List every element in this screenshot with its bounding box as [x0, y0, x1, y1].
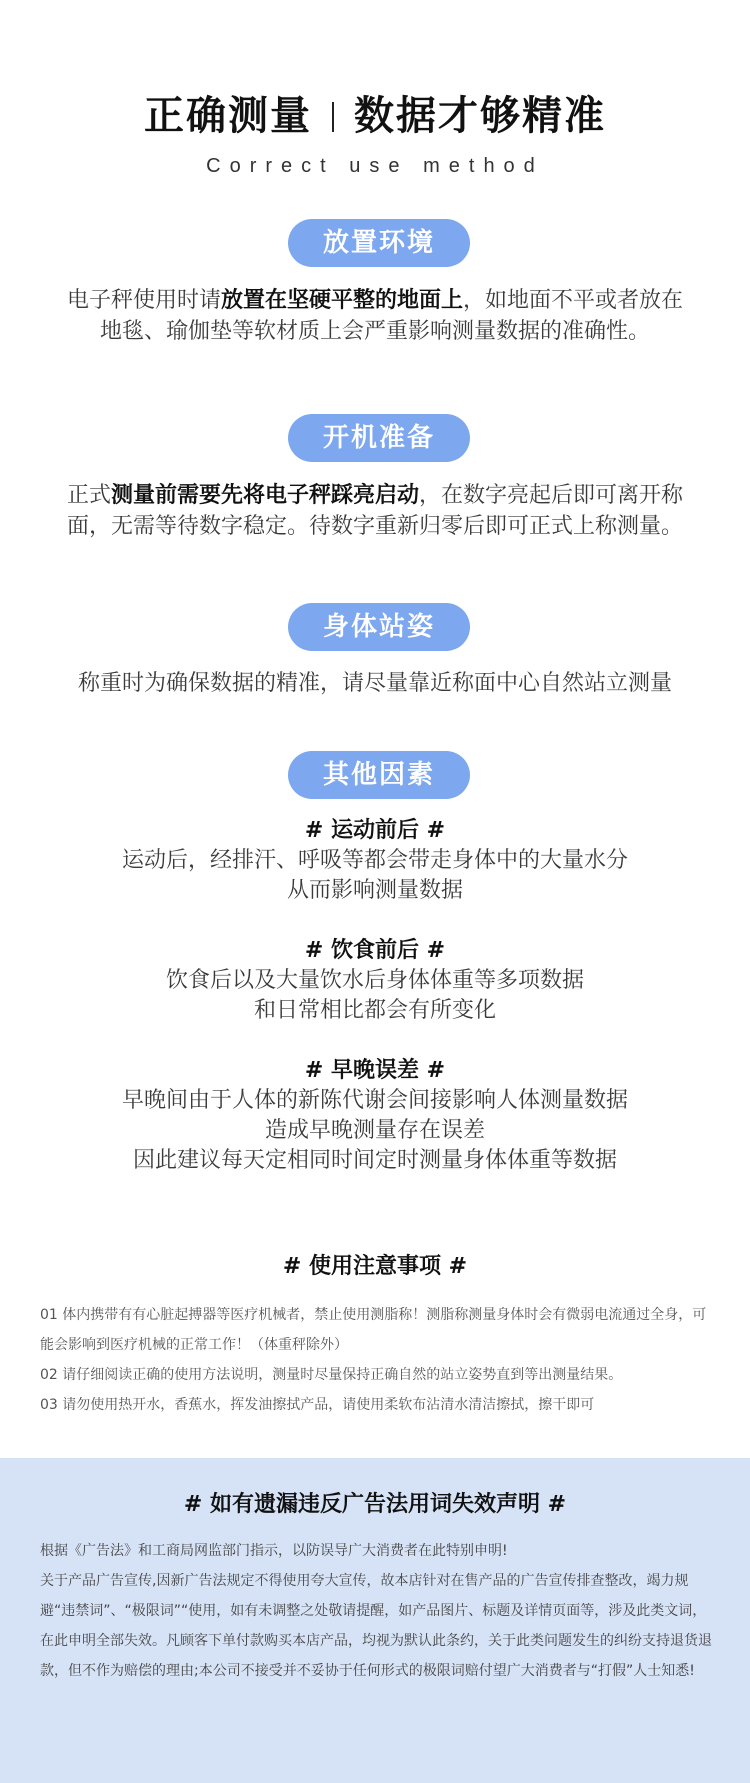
- factor-line: 早晚间由于人体的新陈代谢会间接影响人体测量数据: [121, 1088, 628, 1113]
- factor-morning-evening: [40, 1056, 710, 1176]
- notes-list: [40, 1300, 712, 1420]
- text-line: 面，无需等待数字稳定。待数字重新归零后即可正式上称测量。: [66, 514, 683, 539]
- note-item: 03 请勿使用热开水，香蕉水，挥发油擦拭产品，请使用柔软布沾清水清洁擦拭，擦干即可: [40, 1397, 595, 1413]
- section-text-placement: [40, 285, 710, 347]
- factor-diet: [40, 936, 710, 1026]
- text-line: 正式测量前需要先将电子秤踩亮启动，在数字亮起后即可离开称: [66, 483, 684, 508]
- note-item: 02 请仔细阅读正确的使用方法说明，测量时尽量保持正确自然的站立姿势直到等出测量结果。: [40, 1367, 623, 1383]
- text-line: 称重时为确保数据的精准，请尽量靠近称面中心自然站立测量: [77, 671, 672, 696]
- section-pill-startup: 开机准备: [288, 414, 470, 462]
- factor-heading: # 运动前后 #: [304, 818, 446, 843]
- disclaimer-body: [40, 1536, 720, 1686]
- section-text-startup: [40, 480, 710, 542]
- factor-heading: # 早晚误差 #: [304, 1058, 446, 1083]
- factor-line: 从而影响测量数据: [286, 878, 463, 903]
- section-pill-other-factors: 其他因素: [288, 751, 470, 799]
- factor-line: 和日常相比都会有所变化: [253, 998, 496, 1023]
- factor-line: 造成早晚测量存在误差: [264, 1118, 485, 1143]
- title-left: 正确测量: [144, 93, 312, 139]
- factor-exercise: [40, 816, 710, 906]
- section-pill-posture: 身体站姿: [288, 603, 470, 651]
- text-line: 地毯、瑜伽垫等软材质上会严重影响测量数据的准确性。: [99, 319, 650, 344]
- factor-heading: # 饮食前后 #: [304, 938, 446, 963]
- page-subtitle: Correct use method: [206, 155, 544, 177]
- disclaimer-title: # 如有遗漏违反广告法用词失效声明 #: [183, 1492, 567, 1517]
- section-pill-placement: 放置环境: [288, 219, 470, 267]
- title-divider: [332, 102, 334, 132]
- disclaimer-panel: [0, 1458, 750, 1783]
- factor-line: 因此建议每天定相同时间定时测量身体体重等数据: [132, 1148, 617, 1173]
- factor-line: 饮食后以及大量饮水后身体体重等多项数据: [165, 968, 584, 993]
- section-text-posture: [40, 668, 710, 699]
- factor-line: 运动后，经排汗、呼吸等都会带走身体中的大量水分: [121, 848, 628, 873]
- page-header: [0, 88, 750, 180]
- notes-title: # 使用注意事项 #: [282, 1254, 468, 1279]
- disclaimer-paragraph: 根据《广告法》和工商局网监部门指示，以防误导广大消费者在此特别申明!: [40, 1543, 508, 1559]
- page-title: [0, 88, 750, 144]
- title-right: 数据才够精准: [354, 93, 606, 139]
- disclaimer-paragraph: 关于产品广告宣传,因新广告法规定不得使用夸大宣传，故本店针对在售产品的广告宣传排查整改，竭力规避“违禁词”、“极限词”“使用，如有未调整之处敬请提醒，如产品图片、标题及详情页面等，涉及此类文词，在此申明全部失效。凡顾客下单付款购买本店产品，均视为默认此条约，关于此类问题发生的纠纷支持退货退款，但不作为赔偿的理由;本公司不接受并不妥协于任何形式的极限词赔付望广大消费者与“打假”人士知悉!: [40, 1573, 712, 1679]
- note-item: 01 体内携带有有心脏起搏器等医疗机械者，禁止使用测脂称！测脂称测量身体时会有微弱电流通过全身，可能会影响到医疗机械的正常工作！（体重秤除外）: [40, 1307, 707, 1353]
- text-line: 电子秤使用时请放置在坚硬平整的地面上，如地面不平或者放在: [66, 288, 684, 313]
